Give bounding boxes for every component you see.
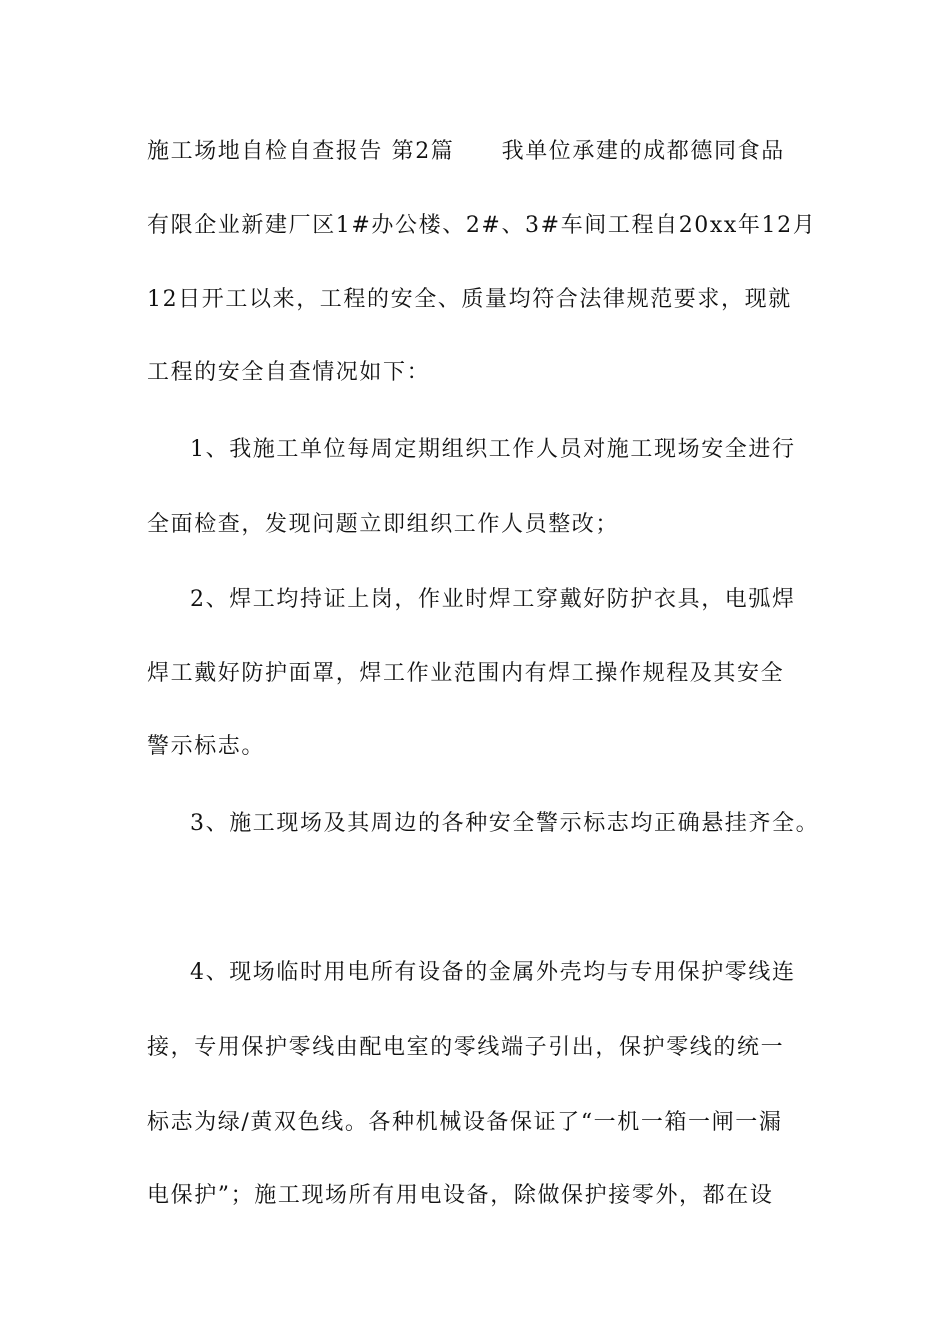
text-line: 接，专用保护零线由配电室的零线端子引出，保护零线的统一 <box>147 1035 785 1060</box>
text-line: 有限企业新建厂区1#办公楼、2#、3#车间工程自20xx年12月 <box>147 213 817 238</box>
text-line: 3、施工现场及其周边的各种安全警示标志均正确悬挂齐全。 <box>190 811 820 836</box>
text-line: 电保护”；施工现场所有用电设备，除做保护接零外，都在设 <box>147 1183 774 1208</box>
text-line: 标志为绿/黄双色线。各种机械设备保证了“一机一箱一闸一漏 <box>147 1110 783 1135</box>
text-line: 2、焊工均持证上岗，作业时焊工穿戴好防护衣具，电弧焊 <box>190 587 796 612</box>
text-line: 焊工戴好防护面罩，焊工作业范围内有焊工操作规程及其安全 <box>147 661 785 686</box>
text-line: 全面检查，发现问题立即组织工作人员整改； <box>147 512 620 537</box>
text-line: 12日开工以来，工程的安全、质量均符合法律规范要求，现就 <box>147 287 792 312</box>
text-line: 4、现场临时用电所有设备的金属外壳均与专用保护零线连 <box>190 960 796 985</box>
text-line: 施工场地自检自查报告 第2篇 我单位承建的成都德同食品 <box>147 139 785 164</box>
text-line: 1、我施工单位每周定期组织工作人员对施工现场安全进行 <box>190 437 796 462</box>
text-line: 工程的安全自查情况如下： <box>147 360 431 385</box>
text-line: 警示标志。 <box>147 734 266 759</box>
